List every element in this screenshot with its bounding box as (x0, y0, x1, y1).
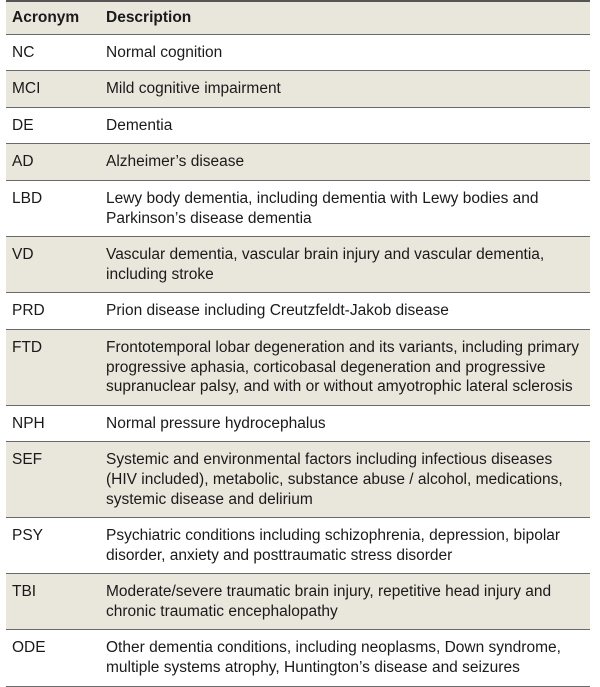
acronym-cell: NC (12, 43, 35, 61)
description-cell: Mild cognitive impairment (106, 80, 281, 98)
header-description: Description (106, 9, 192, 26)
acronym-cell: TBI (12, 583, 37, 601)
description-cell: Vascular dementia, vascular brain injury and vascular dementia, including stroke (106, 246, 545, 283)
acronym-cell: MCI (12, 80, 41, 98)
table-row (6, 442, 590, 518)
table-row (6, 630, 590, 686)
table-row (6, 405, 590, 442)
acronym-cell: AD (12, 153, 34, 171)
acronym-table (6, 0, 590, 687)
table-row (6, 574, 590, 630)
description-cell: Other dementia conditions, including neoplasms, Down syndrome, multiple systems atrophy, Huntington’s disease and seizures (106, 639, 561, 677)
table-row (6, 329, 590, 405)
description-cell: Alzheimer’s disease (106, 153, 245, 171)
table-row (6, 71, 590, 108)
table-row (6, 518, 590, 574)
table-header-row (6, 1, 590, 34)
table-row (6, 293, 590, 330)
acronym-cell: SEF (12, 451, 43, 469)
description-cell: Dementia (106, 116, 173, 134)
header-acronym: Acronym (12, 9, 80, 26)
description-cell: Psychiatric conditions including schizophrenia, depression, bipolar disorder, anxiety and posttraumatic stress disorder (106, 527, 561, 564)
acronym-cell: FTD (12, 338, 43, 356)
table-row (6, 237, 590, 293)
table-body (6, 34, 590, 686)
acronym-cell: PRD (12, 302, 45, 320)
description-cell: Systemic and environmental factors including infectious diseases (HIV included), metabolic, substance abuse / alcohol, medications, systemic disease and delirium (106, 451, 563, 508)
table-row (6, 34, 590, 71)
description-cell: Prion disease including Creutzfeldt-Jakob disease (106, 302, 449, 320)
description-cell: Normal cognition (106, 43, 223, 61)
table-row (6, 144, 590, 181)
acronym-cell: LBD (12, 189, 43, 207)
table-row (6, 107, 590, 144)
acronym-cell: PSY (12, 527, 44, 545)
description-cell: Lewy body dementia, including dementia with Lewy bodies and Parkinson’s disease dementia (106, 189, 539, 227)
description-cell: Moderate/severe traumatic brain injury, repetitive head injury and chronic traumatic encephalopathy (106, 583, 552, 620)
acronym-cell: NPH (12, 414, 45, 432)
table-row (6, 180, 590, 236)
description-cell: Normal pressure hydrocephalus (106, 414, 326, 432)
acronym-cell: VD (12, 246, 34, 264)
description-cell: Frontotemporal lobar degeneration and its variants, including primary progressive aphasia, corticobasal degeneration and progressive supranuclear palsy, and with or without amyotrophic lateral sclerosis (106, 338, 579, 396)
acronym-cell: ODE (12, 639, 46, 657)
acronym-cell: DE (12, 116, 34, 134)
